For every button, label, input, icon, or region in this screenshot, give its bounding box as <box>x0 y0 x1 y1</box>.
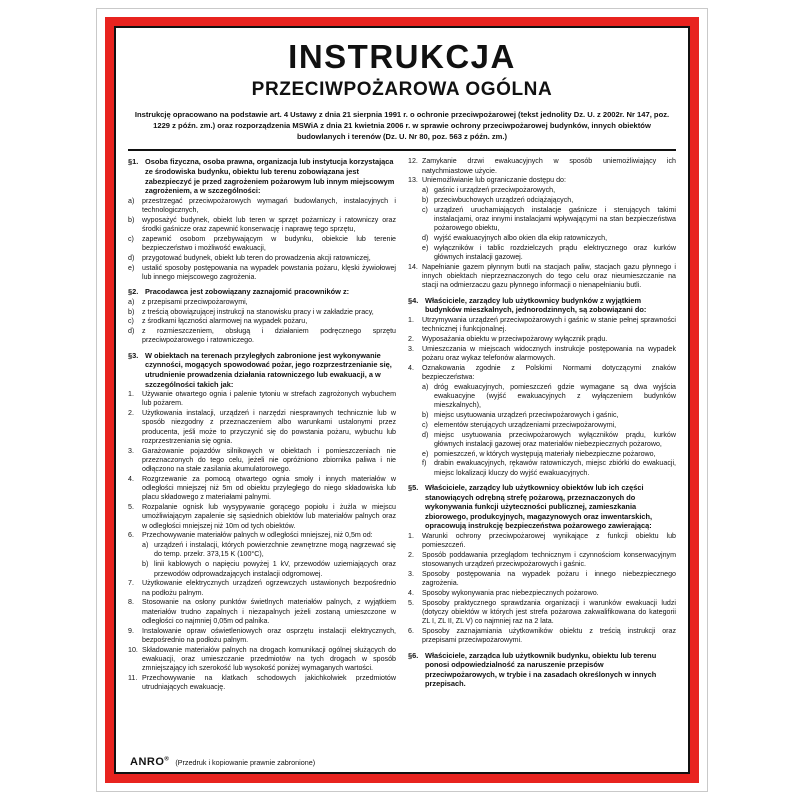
list-item-marker: 14. <box>408 262 418 271</box>
list-item-marker: 3. <box>408 570 414 579</box>
section <box>408 483 676 646</box>
list-item-marker: 1. <box>408 315 414 324</box>
section-heading <box>128 287 396 297</box>
section-items <box>128 390 396 692</box>
inner-border <box>114 26 690 774</box>
list-item-text: miejsc usytuowania przeciwpożarowych wyłączników prądu, kurków głównych instalacji gazowej oraz materiałów niebezpiecznych pożarowo, <box>434 430 676 448</box>
list-item-marker: 2. <box>408 334 414 343</box>
list-item <box>128 216 396 234</box>
list-item-marker: b) <box>422 196 429 204</box>
list-item <box>128 531 396 540</box>
list-item-text: urządzeń i instalacji, których powierzchnie zewnętrzne mogą nagrzewać się do temp. przekr. 373,15 K (100°C), <box>154 541 396 559</box>
list-item-marker: b) <box>142 560 149 569</box>
section-number: §1. <box>128 157 139 167</box>
list-item-text: Rozpalanie ognisk lub wysypywanie gorącego popiołu i żużla w miejscu umożliwiającym zapalenie się sąsiednich obiektów lub materiałów palnych oraz w odległości mniejszej niż 10m od tych obiektów. <box>142 503 396 530</box>
page-title: INSTRUKCJA <box>288 38 516 75</box>
red-border <box>105 17 699 783</box>
list-item-text: Używanie otwartego ognia i palenie tytoniu w strefach zagrożonych wybuchem lub pożarem. <box>142 390 396 408</box>
list-item-marker: 10. <box>128 645 138 654</box>
section-title: Właściciele, zarządca lub użytkownik budynku, obiektu lub terenu ponosi odpowiedzialność za naruszenie przepisów przeciwpożarowych, w trybie i na zasadach określonych w innych przepisach. <box>425 650 657 689</box>
list-item <box>408 383 676 411</box>
section <box>408 157 676 290</box>
section <box>128 287 396 346</box>
list-item-marker: 2. <box>408 551 414 560</box>
list-item <box>128 390 396 408</box>
section-heading <box>128 351 396 390</box>
list-item <box>128 197 396 215</box>
list-item-marker: 3. <box>128 446 134 455</box>
list-item <box>408 459 676 477</box>
list-item-marker: a) <box>422 382 429 391</box>
list-item-text: wyłączników i tablic rozdzielczych prądu elektrycznego oraz kurków głównych instalacji gazowej. <box>434 243 676 262</box>
list-item-text: Instalowanie opraw oświetleniowych oraz osprzętu instalacji elektrycznych, bezpośrednio na podłożu palnym. <box>142 626 396 644</box>
list-item-text: Składowanie materiałów palnych na drogach komunikacji ogólnej służących do ewakuacji, oraz umieszczanie przedmiotów na tych drogach w sposób zmniejszający ich szerokość lub wysokość poniżej wymaganych wartości. <box>142 645 396 673</box>
list-item-marker: c) <box>128 234 134 243</box>
list-item-marker: c) <box>128 317 134 326</box>
legal-basis-text: Instrukcję opracowano na podstawie art. 4 Ustawy z dnia 21 sierpnia 1991 r. o ochronie przeciwpożarowej (tekst jednolity Dz. U. z 2002r. Nr 147, poz. 1229 z późn. zm.) oraz rozporządzenia MSWiA z dnia 21 kwietnia 2006 r. w sprawie ochrony przeciwpożarowej budynków, innych obiektów budowlanych i terenów (Dz. U. Nr 80, poz. 563 z późn. zm.) <box>134 110 670 141</box>
list-item <box>128 298 396 307</box>
list-item-text: Przechowywanie materiałów palnych w odległości mniejszej, niż 0,5m od: <box>142 531 373 540</box>
section <box>408 296 676 478</box>
list-item-marker: a) <box>422 186 429 195</box>
section-heading <box>408 296 676 315</box>
list-item-text: Oznakowania zgodnie z Polskimi Normami dotyczącymi znaków bezpieczeństwa: <box>422 363 676 381</box>
list-item-marker: 1. <box>128 390 134 399</box>
list-item <box>128 264 396 282</box>
list-item-marker: d) <box>128 253 135 262</box>
list-item-marker: 1. <box>408 532 414 540</box>
list-item-text: Uniemożliwianie lub ograniczanie dostępu do: <box>422 176 566 185</box>
list-item <box>408 551 676 569</box>
list-item-marker: 6. <box>128 531 134 540</box>
list-item-text: Garażowanie pojazdów silnikowych w obiektach i pomieszczeniach nie przeznaczonych do tego celu, jeżeli nie opróżniono zbiornika paliwa i nie odłączono na stałe zasilania akumulatorowego. <box>142 446 396 474</box>
list-item <box>128 447 396 475</box>
list-item-text: pomieszczeń, w których występują materiały niebezpieczne pożarowo, <box>434 449 656 458</box>
list-item <box>128 254 396 263</box>
list-item <box>128 235 396 253</box>
list-item-text: Zamykanie drzwi ewakuacyjnych w sposób uniemożliwiający ich natychmiastowe użycie. <box>422 157 676 175</box>
section-number: §2. <box>128 287 139 297</box>
list-item-text: linii kablowych o napięciu powyżej 1 kV, przewodów uziemiających oraz przewodów odprowadzających instalacji odgromowej. <box>154 560 396 578</box>
list-item <box>128 308 396 317</box>
section-items <box>408 157 676 290</box>
content-columns <box>126 157 678 697</box>
list-item <box>128 674 396 692</box>
list-item-text: Sposoby zaznajamiania użytkowników obiektu z treścią instrukcji oraz przepisami przeciwpożarowymi. <box>422 627 676 645</box>
list-item-text: urządzeń uruchamiających instalacje gaśnicze i sterujących takimi instalacjami, oraz innymi instalacjami wpływającymi na stan bezpieczeństwa pożarowego obiektu, <box>434 205 676 233</box>
copyright-note: (Przedruk i kopiowanie prawnie zabronione) <box>175 758 316 767</box>
list-item <box>408 244 676 262</box>
list-item <box>128 560 396 578</box>
list-item-marker: 11. <box>128 673 138 682</box>
list-item <box>128 317 396 326</box>
list-item-text: Warunki ochrony przeciwpożarowej wynikające z funkcji obiektu lub pomieszczeń. <box>422 532 676 550</box>
list-item-text: elementów sterujących urządzeniami przeciwpożarowymi, <box>434 420 617 429</box>
list-item-marker: a) <box>128 297 135 306</box>
brand-logo <box>130 756 169 768</box>
list-item-marker: c) <box>422 420 428 429</box>
list-item <box>128 503 396 531</box>
page-subtitle: PRZECIWPOŻAROWA OGÓLNA <box>251 79 553 100</box>
list-item <box>408 364 676 382</box>
list-item <box>408 196 676 205</box>
list-item <box>408 335 676 344</box>
list-item <box>408 206 676 234</box>
list-item-text: Sposób poddawania przeglądom technicznym i czynnościom konserwacyjnym stosowanych urządzeń przeciwpożarowych i gaśnic. <box>422 551 676 569</box>
section <box>128 351 396 693</box>
section-title: Pracodawca jest zobowiązany zaznajomić pracowników z: <box>145 287 350 297</box>
list-item-text: wyposażyć budynek, obiekt lub teren w sprzęt pożarniczy i ratowniczy oraz środki gaśnicze oraz zapewnić konserwację i naprawę tego sprzętu, <box>142 215 396 234</box>
list-item-text: dróg ewakuacyjnych, pomieszczeń gdzie wymagane są dwa wyjścia ewakuacyjne (wyjść ewakuacyjnych z wyłączeniem budynków mieszkalnych), <box>434 382 676 410</box>
list-item-marker: c) <box>422 205 428 214</box>
list-item-text: Wyposażania obiektu w przeciwpożarowy wyłącznik prądu. <box>422 334 608 343</box>
list-item <box>408 450 676 459</box>
section-items <box>128 298 396 346</box>
section-number: §4. <box>408 295 419 305</box>
list-item <box>128 541 396 559</box>
section-items <box>408 316 676 478</box>
list-item-marker: 8. <box>128 598 134 607</box>
list-item-marker: a) <box>128 196 135 205</box>
list-item-text: Sposoby wykonywania prac niebezpiecznych pożarowo. <box>422 589 599 598</box>
list-item <box>408 157 676 175</box>
list-item-marker: 12. <box>408 157 418 166</box>
list-item-text: Rozgrzewanie za pomocą otwartego ognia smoły i innych materiałów w odległości mniejszej niż 5m od obiektu przyległego do niego składowiska lub placu składowego z materiałami palnymi. <box>142 474 396 502</box>
section-heading <box>408 483 676 531</box>
list-item-text: przestrzegać przeciwpożarowych wymagań budowlanych, instalacyjnych i technologicznych, <box>142 196 396 215</box>
section-items <box>408 532 676 646</box>
right-column <box>408 157 676 697</box>
list-item-text: Sposoby praktycznego sprawdzania organizacji i warunków ewakuacji ludzi (dotyczy obiektów w których jest strefa pożarowa zakwalifikowana do kategorii ZL I, ZL II, ZL V) co najmniej raz na 2 lata. <box>422 598 676 626</box>
poster-frame <box>96 8 708 792</box>
list-item-marker: 6. <box>408 627 414 636</box>
list-item <box>408 599 676 627</box>
list-item-marker: e) <box>422 243 429 252</box>
left-column <box>128 157 396 697</box>
list-item-text: Przechowywanie na klatkach schodowych jakichkolwiek przedmiotów utrudniających ewakuację. <box>142 673 396 692</box>
header-divider <box>128 149 676 151</box>
list-item-text: drabin ewakuacyjnych, rękawów ratowniczych, miejsc zbiórki do ewakuacji, miejsc lokalizacji kluczy do wyjść ewakuacyjnych. <box>434 459 676 477</box>
list-item-marker: d) <box>128 327 135 336</box>
list-item-marker: e) <box>422 449 429 458</box>
list-item-marker: b) <box>128 215 135 224</box>
section-title: Osoba fizyczna, osoba prawna, organizacja lub instytucja korzystająca ze środowiska budynku, obiektu lub terenu zobowiązana jest zabezpieczyć je przed zagrożeniem pożarowym lub innym miejscowym zagrożeniem, a w szczególności: <box>145 157 395 196</box>
section <box>408 651 676 690</box>
brand-registered-icon: ® <box>164 756 170 763</box>
list-item-marker: 3. <box>408 344 414 353</box>
list-item-marker: b) <box>128 307 135 316</box>
list-item-text: miejsc usytuowania urządzeń przeciwpożarowych i gaśnic, <box>434 410 619 419</box>
list-item-marker: 4. <box>128 474 134 483</box>
list-item-text: Utrzymywania urządzeń przeciwpożarowych i gaśnic w stanie pełnej sprawności technicznej i funkcjonalnej. <box>422 315 676 334</box>
section-items <box>128 197 396 282</box>
list-item <box>408 186 676 195</box>
section-number: §6. <box>408 650 419 660</box>
list-item <box>128 627 396 645</box>
list-item-marker: 5. <box>408 598 414 607</box>
footer <box>130 756 674 768</box>
list-item-marker: e) <box>128 263 135 272</box>
list-item-text: z rozmieszczeniem, obsługą i działaniem podręcznego sprzętu przeciwpożarowego i ratowniczego. <box>142 327 396 345</box>
list-item <box>408 570 676 588</box>
section-title: W obiektach na terenach przyległych zabronione jest wykonywanie czynności, mogących spowodować pożar, jego rozprzestrzenianie się, utrudnienie prowadzenia działania ratowniczego lub ewakuacji, a w szczególności takich jak: <box>145 350 392 389</box>
list-item <box>408 532 676 550</box>
list-item-marker: d) <box>422 430 429 439</box>
list-item <box>128 598 396 626</box>
list-item-marker: a) <box>142 541 149 550</box>
list-item <box>128 409 396 446</box>
list-item-text: zapewnić osobom przebywającym w budynku, obiekcie lub terenie bezpieczeństwo i możliwość ewakuacji, <box>142 234 396 253</box>
list-item-marker: 4. <box>408 589 414 598</box>
section <box>128 157 396 282</box>
list-item-text: z treścią obowiązującej instrukcji na stanowisku pracy i w zakładzie pracy, <box>142 307 374 316</box>
section-heading <box>408 651 676 690</box>
list-item-text: Stosowanie na osłony punktów świetlnych materiałów palnych, z wyjątkiem materiałów trudno zapalnych i niezapalnych jeżeli zostaną umieszczone w odległości co najmniej 0,05m od palnika. <box>142 598 396 625</box>
list-item-marker: 13. <box>408 176 418 185</box>
list-item-text: Napełnianie gazem płynnym butli na stacjach paliw, stacjach gazu płynnego i innych obiektach nieprzeznaczonych do tego celu oraz nieumieszczanie na stacji na odmierzaczu gazu płynnego informacji o nienapełnianiu butli. <box>422 262 676 290</box>
list-item-text: Umieszczania w miejscach widocznych instrukcje postępowania na wypadek pożaru oraz wykaz telefonów alarmowych. <box>422 344 676 362</box>
list-item <box>128 646 396 674</box>
list-item-marker: d) <box>422 234 429 243</box>
list-item <box>408 627 676 645</box>
list-item-text: przeciwbuchowych urządzeń odciążających, <box>434 196 574 204</box>
list-item-marker: 5. <box>128 503 134 512</box>
list-item <box>128 475 396 503</box>
list-item <box>408 176 676 185</box>
list-item-marker: b) <box>422 410 429 419</box>
list-item-text: z środkami łączności alarmowej na wypadek pożaru, <box>142 317 308 326</box>
brand-name: ANRO <box>130 756 165 768</box>
section-title: Właściciele, zarządcy lub użytkownicy budynków z wyjątkiem budynków mieszkalnych, jednorodzinnych, są zobowiązani do: <box>425 295 647 315</box>
list-item <box>408 411 676 420</box>
list-item <box>408 431 676 449</box>
list-item <box>128 327 396 345</box>
list-item <box>408 421 676 430</box>
list-item <box>408 263 676 291</box>
list-item-marker: 9. <box>128 626 134 635</box>
section-number: §3. <box>128 350 139 360</box>
list-item-marker: 2. <box>128 409 134 418</box>
list-item-text: z przepisami przeciwpożarowymi, <box>142 297 248 306</box>
list-item <box>408 316 676 334</box>
list-item <box>128 579 396 597</box>
list-item-text: przygotować budynek, obiekt lub teren do prowadzenia akcji ratowniczej, <box>142 253 371 262</box>
list-item-text: gaśnic i urządzeń przeciwpożarowych, <box>434 186 556 195</box>
list-item-text: Sposoby postępowania na wypadek pożaru i innego niebezpiecznego zagrożenia. <box>422 570 676 588</box>
list-item-text: Użytkowanie elektrycznych urządzeń ogrzewczych ustawionych bezpośrednio na podłożu palnym. <box>142 579 396 597</box>
section-heading <box>128 157 396 196</box>
section-number: §5. <box>408 482 419 492</box>
list-item-marker: 4. <box>408 363 414 372</box>
list-item <box>408 589 676 598</box>
list-item-text: wyjść ewakuacyjnych albo okien dla ekip ratowniczych, <box>434 234 608 243</box>
list-item-marker: 7. <box>128 579 134 588</box>
section-title: Właściciele, zarządcy lub użytkownicy obiektów lub ich części stanowiących odrębną strefę pożarową, przeznaczonych do wykonywania funkcji użyteczności publicznej, zamieszkania zbiorowego, produkcyjnych, magazynowych oraz inwentarskich, opracowują instrukcję bezpieczeństwa pożarowego zawierającą: <box>425 482 653 531</box>
list-item <box>408 234 676 243</box>
list-item-marker: f) <box>422 459 427 468</box>
list-item-text: Użytkowania instalacji, urządzeń i narzędzi niesprawnych technicznie lub w sposób niezgodny z przeznaczeniem albo warunkami ustalonymi przez producenta, jeśli może to przyczynić się do powstania pożaru, wybuchu lub rozprzestrzeniania się ognia. <box>142 409 396 445</box>
list-item <box>408 345 676 363</box>
list-item-text: ustalić sposoby postępowania na wypadek powstania pożaru, klęski żywiołowej lub innego miejscowego zagrożenia. <box>142 263 396 281</box>
